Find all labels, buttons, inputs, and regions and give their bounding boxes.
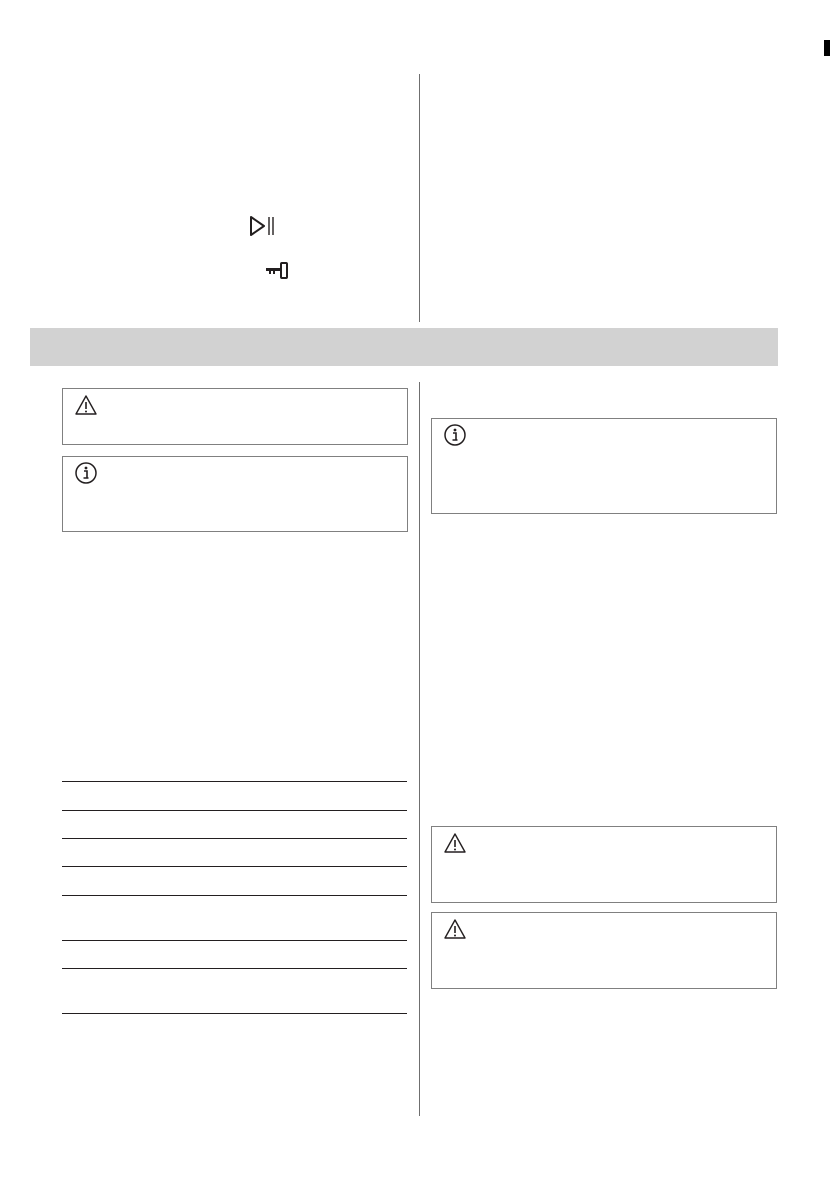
- section-heading-band: [30, 328, 778, 366]
- play-pause-icon: [248, 214, 276, 238]
- warning-note-box: [431, 912, 777, 989]
- page-edge-mark: [824, 40, 830, 56]
- warning-icon: [74, 394, 98, 416]
- warning-note-box: [62, 388, 408, 445]
- table-rule: [62, 810, 407, 811]
- info-icon: [74, 461, 98, 485]
- table-rule: [62, 968, 407, 969]
- info-icon: [443, 423, 467, 447]
- table-rule: [62, 866, 407, 867]
- warning-note-box: [431, 826, 777, 903]
- table-rule: [62, 781, 407, 782]
- warning-icon: [443, 918, 467, 940]
- table-rule: [62, 895, 407, 896]
- table-rule: [62, 1013, 407, 1014]
- table-rule: [62, 940, 407, 941]
- key-lock-icon: [266, 262, 290, 280]
- info-note-box: [431, 418, 777, 514]
- table-rule: [62, 838, 407, 839]
- info-note-box: [62, 456, 408, 532]
- top-column-divider: [419, 74, 420, 322]
- warning-icon: [443, 832, 467, 854]
- bottom-column-divider: [419, 382, 420, 1116]
